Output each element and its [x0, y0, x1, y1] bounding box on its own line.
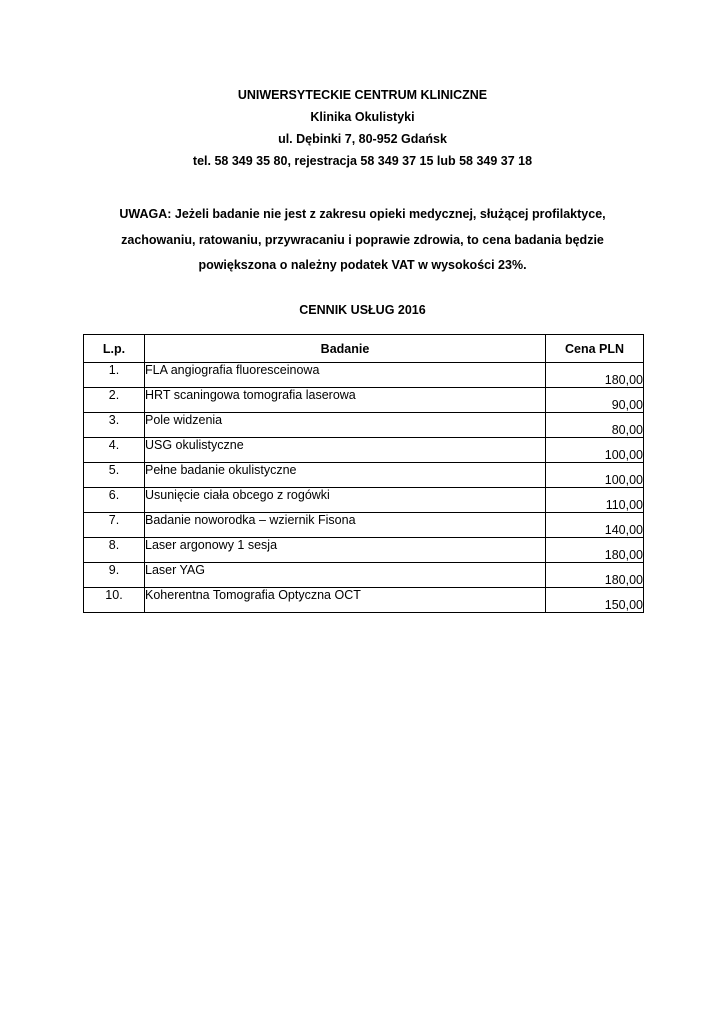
table-row [84, 363, 644, 388]
table-row [84, 413, 644, 438]
service-name: Usunięcie ciała obcego z rogówki [145, 488, 546, 513]
service-name: Laser argonowy 1 sesja [145, 538, 546, 563]
service-name: Koherentna Tomografia Optyczna OCT [145, 588, 546, 613]
table-row [84, 513, 644, 538]
row-number: 8. [84, 538, 145, 563]
notice-line: powiększona o należny podatek VAT w wysokości 23%. [198, 258, 527, 272]
row-number: 1. [84, 363, 145, 388]
column-header-price: Cena PLN [546, 335, 644, 363]
service-name: Badanie noworodka – wziernik Fisona [145, 513, 546, 538]
table-row [84, 438, 644, 463]
table-row [84, 538, 644, 563]
row-number: 10. [84, 588, 145, 613]
clinic-name: Klinika Okulistyki [310, 110, 415, 124]
service-price: 110,00 [546, 488, 644, 513]
row-number: 4. [84, 438, 145, 463]
service-price: 180,00 [546, 563, 644, 588]
service-name: Pełne badanie okulistyczne [145, 463, 546, 488]
service-price: 180,00 [546, 538, 644, 563]
column-header-lp: L.p. [84, 335, 145, 363]
price-list-title: CENNIK USŁUG 2016 [299, 303, 426, 317]
row-number: 2. [84, 388, 145, 413]
document-header [0, 84, 725, 172]
row-number: 9. [84, 563, 145, 588]
service-price: 80,00 [546, 413, 644, 438]
service-price: 100,00 [546, 438, 644, 463]
row-number: 7. [84, 513, 145, 538]
row-number: 5. [84, 463, 145, 488]
row-number: 6. [84, 488, 145, 513]
column-header-name: Badanie [145, 335, 546, 363]
clinic-address: ul. Dębinki 7, 80-952 Gdańsk [278, 132, 447, 146]
table-row [84, 488, 644, 513]
table-row [84, 388, 644, 413]
table-header-row [84, 335, 644, 363]
service-price: 180,00 [546, 363, 644, 388]
table-row [84, 588, 644, 613]
notice-line: UWAGA: Jeżeli badanie nie jest z zakresu opieki medycznej, służącej profilaktyce, [119, 207, 606, 221]
table-row [84, 463, 644, 488]
price-table [83, 334, 644, 613]
vat-notice [60, 202, 665, 279]
notice-line: zachowaniu, ratowaniu, przywracaniu i poprawie zdrowia, to cena badania będzie [121, 232, 604, 247]
institution-name: UNIWERSYTECKIE CENTRUM KLINICZNE [237, 88, 488, 102]
service-name: Laser YAG [145, 563, 546, 588]
clinic-phone: tel. 58 349 35 80, rejestracja 58 349 37 15 lub 58 349 37 18 [192, 154, 533, 168]
service-price: 140,00 [546, 513, 644, 538]
service-name: FLA angiografia fluoresceinowa [145, 363, 546, 388]
service-price: 90,00 [546, 388, 644, 413]
service-name: HRT scaningowa tomografia laserowa [145, 388, 546, 413]
service-name: Pole widzenia [145, 413, 546, 438]
row-number: 3. [84, 413, 145, 438]
service-price: 150,00 [546, 588, 644, 613]
service-name: USG okulistyczne [145, 438, 546, 463]
table-row [84, 563, 644, 588]
service-price: 100,00 [546, 463, 644, 488]
